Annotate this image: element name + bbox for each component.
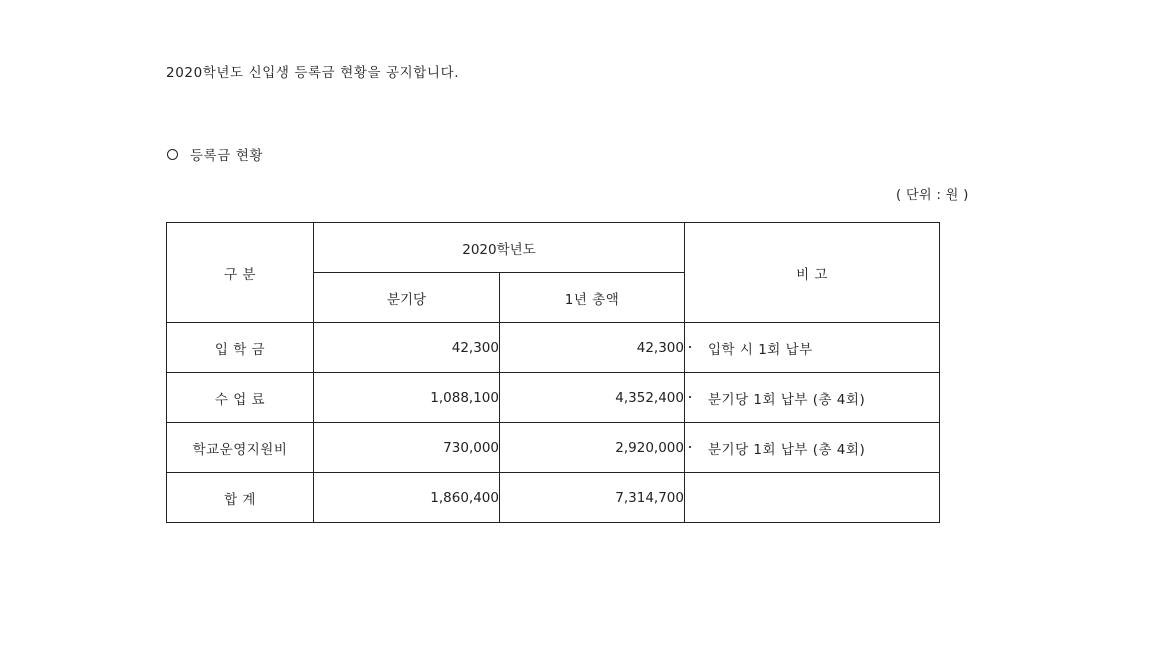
row-label-cell: [167, 323, 314, 373]
row-label-cell: [167, 423, 314, 473]
row-annual-cell: [500, 373, 685, 423]
unit-note: ( 단위 : 원 ): [896, 188, 969, 203]
table-row-total: [167, 473, 940, 523]
row-annual-value: 2,920,000: [615, 439, 684, 456]
header-annual-cell: [500, 273, 685, 323]
notice-intro-text: 2020학년도 신입생 등록금 현황을 공지합니다.: [166, 65, 460, 81]
row-quarter-cell: [314, 373, 500, 423]
section-title: 등록금 현황: [190, 148, 264, 164]
header-category: 구 분: [224, 266, 256, 283]
header-note-cell: [685, 223, 940, 323]
row-label: 입 학 금: [214, 341, 266, 358]
circle-bullet-icon: [167, 149, 178, 160]
header-category-cell: [167, 223, 314, 323]
row-annual-cell: [500, 323, 685, 373]
row-label-cell: [167, 373, 314, 423]
header-note: 비 고: [796, 266, 828, 283]
row-annual-cell: [500, 423, 685, 473]
row-note-cell: [685, 423, 940, 473]
bullet-dot-icon: [689, 396, 691, 398]
row-quarter-cell: [314, 423, 500, 473]
header-year: 2020학년도: [462, 241, 536, 258]
row-annual-value: 7,314,700: [615, 489, 684, 506]
row-note-cell: [685, 373, 940, 423]
row-label: 합 계: [224, 491, 256, 508]
table-row: [167, 373, 940, 423]
row-quarter-value: 1,860,400: [430, 489, 499, 506]
section-heading: [166, 144, 263, 164]
row-note-cell: [685, 473, 940, 523]
row-note-cell: [685, 323, 940, 373]
row-label: 학교운영지원비: [192, 441, 288, 458]
header-year-cell: [314, 223, 685, 273]
tuition-table: [166, 222, 940, 523]
row-note: 분기당 1회 납부 (총 4회): [708, 391, 866, 408]
row-annual-cell: [500, 473, 685, 523]
row-quarter-value: 42,300: [451, 339, 499, 356]
row-note: 분기당 1회 납부 (총 4회): [708, 441, 866, 458]
header-quarter: 분기당: [386, 291, 427, 308]
bullet-dot-icon: [689, 446, 691, 448]
header-quarter-cell: [314, 273, 500, 323]
row-quarter-value: 1,088,100: [430, 389, 499, 406]
row-annual-value: 42,300: [636, 339, 684, 356]
table-row: [167, 423, 940, 473]
row-note: 입학 시 1회 납부: [708, 341, 813, 358]
row-quarter-cell: [314, 473, 500, 523]
bullet-dot-icon: [689, 346, 691, 348]
row-annual-value: 4,352,400: [615, 389, 684, 406]
row-label-cell: [167, 473, 314, 523]
row-label: 수 업 료: [214, 391, 266, 408]
row-quarter-value: 730,000: [443, 439, 499, 456]
table-row: [167, 323, 940, 373]
row-quarter-cell: [314, 323, 500, 373]
table-header-row: [167, 223, 940, 273]
header-annual: 1년 총액: [564, 291, 620, 308]
